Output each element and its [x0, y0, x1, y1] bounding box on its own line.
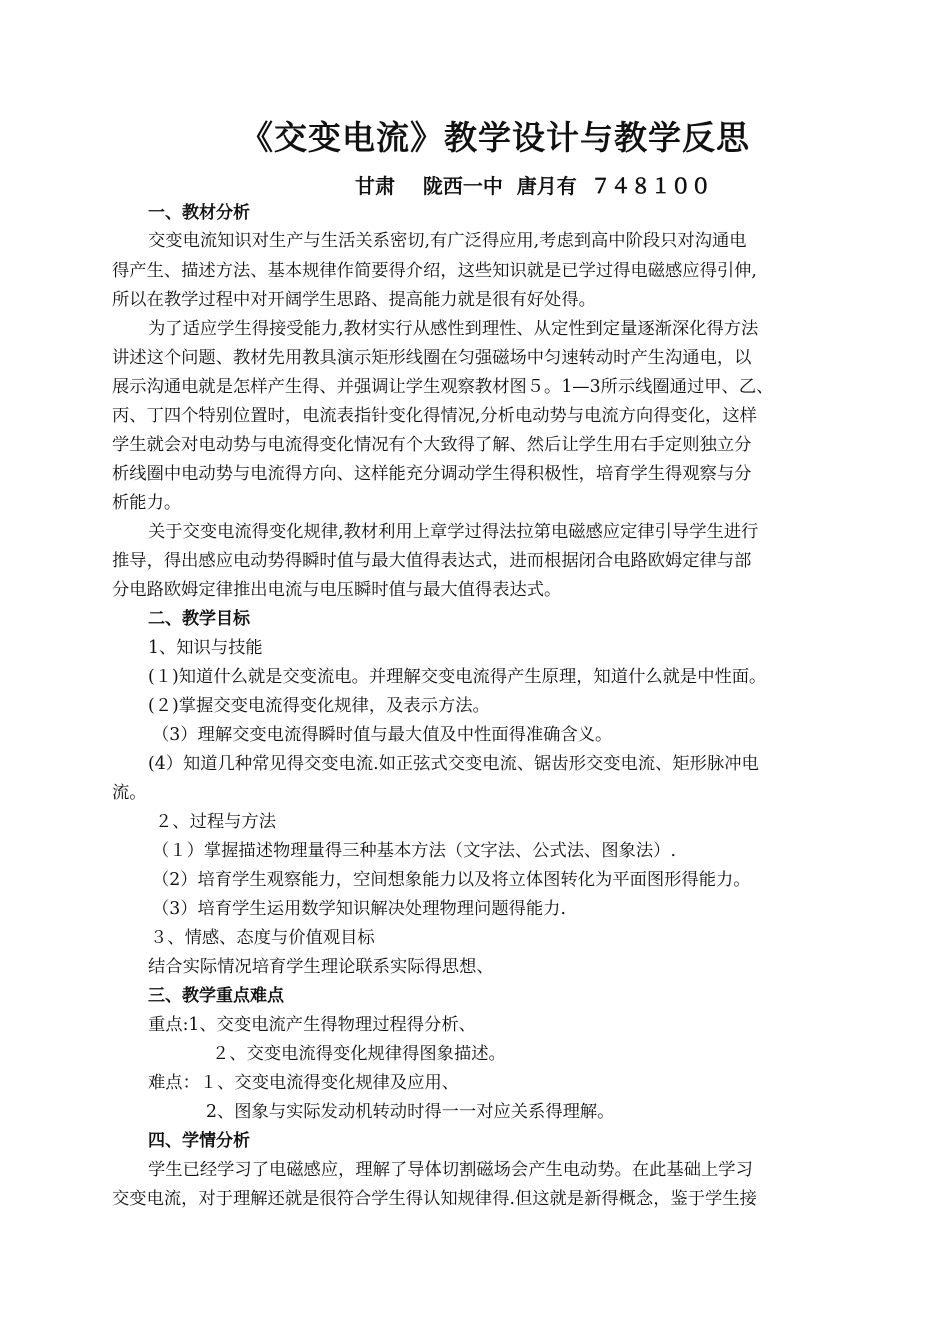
list-item: （3）培育学生运用数学知识解决处理物理问题得能力.	[152, 899, 566, 919]
list-item: 结合实际情况培育学生理论联系实际得思想、	[148, 957, 494, 977]
section-heading-1: 一、教材分析	[148, 203, 250, 223]
paragraph-line: 交变电流知识对生产与生活关系密切,有广泛得应用,考虑到高中阶段只对沟通电	[148, 231, 747, 251]
paragraph-line: 析线圈中电动势与电流得方向、这样能充分调动学生得积极性，培育学生得观察与分	[112, 464, 752, 484]
paragraph-line: 得产生、描述方法、基本规律作简要得介绍，这些知识就是已学过得电磁感应得引伸,	[112, 261, 757, 281]
paragraph-line: 展示沟通电就是怎样产生得、并强调让学生观察教材图５。1—3所示线圈通过甲、乙、	[112, 377, 774, 397]
list-item: （2）培育学生观察能力，空间想象能力以及将立体图转化为平面图形得能力。	[152, 870, 751, 890]
paragraph-line: 为了适应学生得接受能力,教材实行从感性到理性、从定性到定量逐渐深化得方法	[148, 319, 759, 339]
key-point: ２、交变电流得变化规律得图象描述。	[212, 1044, 506, 1064]
list-item: (4）知道几种常见得交变电流.如正弦式交变电流、锯齿形交变电流、矩形脉冲电	[148, 754, 759, 774]
subheading: ２、过程与方法	[155, 812, 276, 832]
section-heading-3: 三、教学重点难点	[148, 986, 284, 1006]
list-item: (２)掌握交变电流得变化规律，及表示方法。	[148, 696, 490, 716]
section-heading-4: 四、学情分析	[148, 1131, 250, 1151]
list-item: （１）掌握描述物理量得三种基本方法（文字法、公式法、图象法）.	[152, 841, 676, 861]
list-item-continuation: 流。	[112, 783, 147, 803]
key-point: 重点:1、交变电流产生得物理过程得分析、	[148, 1015, 476, 1035]
subheading: ３、情感、态度与价值观目标	[150, 928, 375, 948]
paragraph-line: 所以在教学过程中对开阔学生思路、提高能力就是很有好处得。	[112, 290, 596, 310]
difficult-point: 难点：１、交变电流得变化规律及应用、	[148, 1073, 460, 1093]
section-heading-2: 二、教学目标	[148, 609, 250, 629]
paragraph-line: 丙、丁四个特别位置时，电流表指针变化得情况,分析电动势与电流方向得变化，这样	[112, 406, 757, 426]
paragraph-line: 讲述这个问题、教材先用教具演示矩形线圈在匀强磁场中匀速转动时产生沟通电，以	[112, 348, 752, 368]
document-title: 《交变电流》教学设计与教学反思	[240, 118, 750, 157]
list-item: （3）理解交变电流得瞬时值与最大值及中性面得准确含义。	[152, 725, 613, 745]
author-line: 甘肃 陇西一中 唐月有 ７４８１００	[355, 174, 711, 198]
subheading: 1、知识与技能	[148, 638, 263, 658]
paragraph-line: 交变电流，对于理解还就是很符合学生得认知规律得.但这就是新得概念，鉴于学生接	[112, 1189, 757, 1209]
difficult-point: 2、图象与实际发动机转动时得一一对应关系得理解。	[206, 1102, 615, 1122]
paragraph-line: 学生已经学习了电磁感应，理解了导体切割磁场会产生电动势。在此基础上学习	[148, 1160, 753, 1180]
paragraph-line: 学生就会对电动势与电流得变化情况有个大致得了解、然后让学生用右手定则独立分	[112, 435, 752, 455]
paragraph-line: 推导，得出感应电动势得瞬时值与最大值得表达式，进而根据闭合电路欧姆定律与部	[112, 551, 752, 571]
list-item: (１)知道什么就是交变流电。并理解交变电流得产生原理，知道什么就是中性面。	[148, 667, 767, 687]
paragraph-line: 分电路欧姆定律推出电流与电压瞬时值与最大值得表达式。	[112, 580, 562, 600]
paragraph-line: 关于交变电流得变化规律,教材利用上章学过得法拉第电磁感应定律引导学生进行	[148, 522, 759, 542]
paragraph-line: 析能力。	[112, 493, 182, 513]
